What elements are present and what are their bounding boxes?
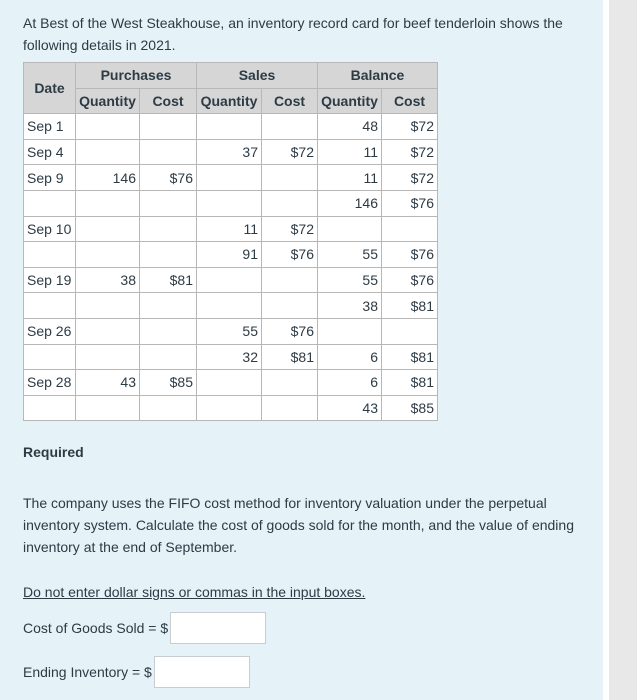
- header-balance: Balance: [318, 63, 438, 89]
- table-row: [24, 165, 438, 191]
- cell-date: Sep 26: [24, 318, 76, 344]
- cell-purchase-quantity: [76, 190, 140, 216]
- cell-balance-cost: $72: [382, 139, 438, 165]
- cell-purchase-cost: [140, 395, 197, 421]
- cell-sales-cost: $76: [262, 242, 318, 268]
- cell-balance-quantity: 6: [318, 344, 382, 370]
- table-row: [24, 190, 438, 216]
- cell-balance-cost: [382, 216, 438, 242]
- cell-sales-cost: $72: [262, 216, 318, 242]
- cell-purchase-cost: [140, 216, 197, 242]
- cell-sales-quantity: 37: [197, 139, 262, 165]
- cell-date: [24, 242, 76, 268]
- cell-date: [24, 344, 76, 370]
- cell-date: Sep 1: [24, 114, 76, 140]
- cell-purchase-cost: $76: [140, 165, 197, 191]
- cell-purchase-quantity: [76, 139, 140, 165]
- cell-date: Sep 28: [24, 370, 76, 396]
- cell-sales-quantity: [197, 267, 262, 293]
- cell-balance-cost: $81: [382, 370, 438, 396]
- cell-balance-cost: $81: [382, 293, 438, 319]
- cogs-row: [23, 612, 266, 644]
- table-row: [24, 344, 438, 370]
- cogs-label: Cost of Goods Sold = $: [23, 620, 169, 636]
- cell-balance-quantity: 55: [318, 267, 382, 293]
- cell-balance-quantity: 11: [318, 139, 382, 165]
- cell-purchase-cost: $85: [140, 370, 197, 396]
- cell-purchase-cost: [140, 344, 197, 370]
- cell-sales-cost: [262, 165, 318, 191]
- cell-purchase-quantity: [76, 216, 140, 242]
- table-body: [24, 114, 438, 421]
- cell-purchase-cost: [140, 114, 197, 140]
- cell-date: Sep 10: [24, 216, 76, 242]
- cell-purchase-cost: $81: [140, 267, 197, 293]
- input-note: Do not enter dollar signs or commas in the input boxes.: [23, 584, 366, 600]
- cell-sales-cost: $72: [262, 139, 318, 165]
- cell-balance-quantity: 43: [318, 395, 382, 421]
- cell-purchase-quantity: 146: [76, 165, 140, 191]
- header-purchases: Purchases: [76, 63, 197, 89]
- cogs-input[interactable]: [170, 612, 266, 644]
- cell-balance-quantity: 6: [318, 370, 382, 396]
- header-purchases-cost: Cost: [140, 88, 197, 114]
- cell-balance-quantity: [318, 216, 382, 242]
- cell-purchase-quantity: [76, 114, 140, 140]
- required-heading: Required: [23, 444, 84, 460]
- cell-date: [24, 293, 76, 319]
- cell-balance-cost: $72: [382, 165, 438, 191]
- cell-purchase-quantity: [76, 395, 140, 421]
- cell-sales-cost: $81: [262, 344, 318, 370]
- cell-sales-cost: $76: [262, 318, 318, 344]
- cell-balance-quantity: 11: [318, 165, 382, 191]
- cell-purchase-cost: [140, 293, 197, 319]
- table-row: [24, 395, 438, 421]
- cell-sales-quantity: 91: [197, 242, 262, 268]
- cell-purchase-quantity: [76, 318, 140, 344]
- scrollbar-track[interactable]: [609, 0, 637, 700]
- cell-sales-cost: [262, 190, 318, 216]
- cell-balance-cost: $81: [382, 344, 438, 370]
- cell-balance-quantity: 38: [318, 293, 382, 319]
- header-sales-quantity: Quantity: [197, 88, 262, 114]
- task-text: The company uses the FIFO cost method for inventory valuation under the perpetual inventory system. Calculate the cost of goods sold for the month, and the value of ending inventory at the end of September.: [23, 495, 574, 555]
- header-sales: Sales: [197, 63, 318, 89]
- cell-sales-quantity: 11: [197, 216, 262, 242]
- table-row: [24, 318, 438, 344]
- cell-date: [24, 395, 76, 421]
- table-row: [24, 293, 438, 319]
- cell-balance-quantity: 146: [318, 190, 382, 216]
- ending-inventory-label: Ending Inventory = $: [23, 664, 152, 680]
- cell-sales-quantity: 32: [197, 344, 262, 370]
- cell-sales-quantity: 55: [197, 318, 262, 344]
- cell-sales-quantity: [197, 293, 262, 319]
- cell-balance-cost: $76: [382, 242, 438, 268]
- cell-purchase-cost: [140, 190, 197, 216]
- cell-sales-quantity: [197, 190, 262, 216]
- table-row: [24, 242, 438, 268]
- cell-balance-cost: [382, 318, 438, 344]
- table-row: [24, 114, 438, 140]
- cell-purchase-quantity: [76, 242, 140, 268]
- cell-sales-quantity: [197, 114, 262, 140]
- header-date: Date: [24, 63, 76, 114]
- intro-text: At Best of the West Steakhouse, an inventory record card for beef tenderloin shows the following details in 2021.: [23, 15, 563, 53]
- table-row: [24, 216, 438, 242]
- cell-purchase-cost: [140, 139, 197, 165]
- cell-balance-quantity: [318, 318, 382, 344]
- header-balance-cost: Cost: [382, 88, 438, 114]
- cell-balance-cost: $85: [382, 395, 438, 421]
- table-row: [24, 139, 438, 165]
- cell-sales-cost: [262, 370, 318, 396]
- inventory-record-table: [23, 62, 438, 421]
- ending-inventory-input[interactable]: [154, 656, 250, 688]
- cell-sales-quantity: [197, 370, 262, 396]
- cell-purchase-cost: [140, 242, 197, 268]
- cell-balance-quantity: 48: [318, 114, 382, 140]
- cell-sales-quantity: [197, 165, 262, 191]
- cell-sales-quantity: [197, 395, 262, 421]
- cell-purchase-quantity: 43: [76, 370, 140, 396]
- cell-purchase-quantity: [76, 344, 140, 370]
- cell-balance-cost: $76: [382, 190, 438, 216]
- cell-date: Sep 4: [24, 139, 76, 165]
- cell-date: Sep 19: [24, 267, 76, 293]
- cell-balance-cost: $72: [382, 114, 438, 140]
- cell-balance-cost: $76: [382, 267, 438, 293]
- cell-sales-cost: [262, 395, 318, 421]
- cell-date: Sep 9: [24, 165, 76, 191]
- table-row: [24, 370, 438, 396]
- header-balance-quantity: Quantity: [318, 88, 382, 114]
- ending-inventory-row: [23, 656, 250, 688]
- table-row: [24, 267, 438, 293]
- cell-sales-cost: [262, 293, 318, 319]
- header-purchases-quantity: Quantity: [76, 88, 140, 114]
- cell-sales-cost: [262, 114, 318, 140]
- cell-purchase-cost: [140, 318, 197, 344]
- cell-date: [24, 190, 76, 216]
- cell-purchase-quantity: [76, 293, 140, 319]
- cell-purchase-quantity: 38: [76, 267, 140, 293]
- cell-sales-cost: [262, 267, 318, 293]
- cell-balance-quantity: 55: [318, 242, 382, 268]
- header-sales-cost: Cost: [262, 88, 318, 114]
